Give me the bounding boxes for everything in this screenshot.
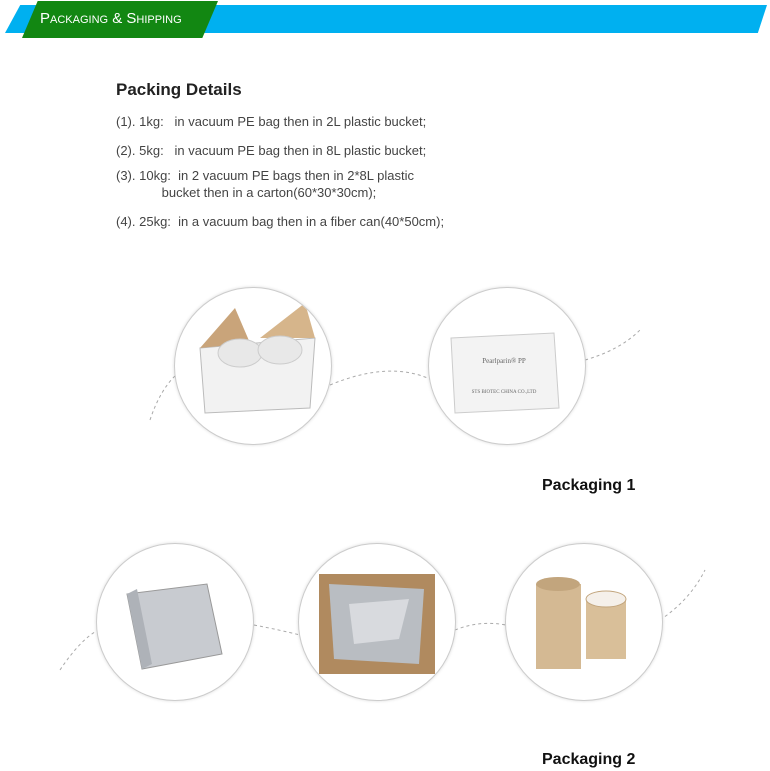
caption-packaging-2: Packaging 2 [542,751,636,768]
packing-item: (3). 10kg: in 2 vacuum PE bags then in 2*8L plastic [116,168,414,183]
box-brand-label: Pearlparin® PP [482,357,526,365]
packing-item: (2). 5kg: in vacuum PE bag then in 8L plastic bucket; [116,143,427,158]
photo-vacuum-bag [96,543,254,701]
box-company-label: STS BIOTEC CHINA CO.,LTD [471,390,537,395]
packing-details-heading: Packing Details [116,80,242,99]
photo-carton-with-bags [298,543,456,701]
caption-packaging-1: Packaging 1 [542,477,636,494]
photo-carton-closed [428,287,586,445]
packing-item: (4). 25kg: in a vacuum bag then in a fiber can(40*50cm); [116,214,445,229]
packing-item: bucket then in a carton(60*30*30cm); [140,185,377,200]
photo-carton-open [174,287,332,445]
packing-item: (1). 1kg: in vacuum PE bag then in 2L plastic bucket; [116,114,427,129]
section-title: Packaging & Shipping [40,10,182,27]
photo-fiber-drum [505,543,663,701]
